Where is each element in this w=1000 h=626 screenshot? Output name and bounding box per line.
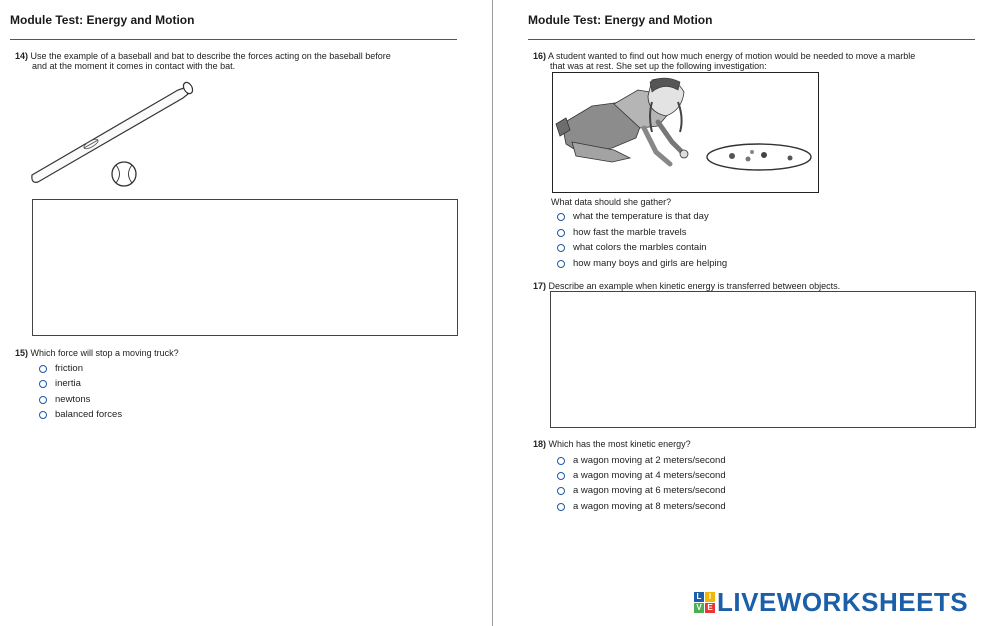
- logo-letter-l: L: [694, 592, 704, 602]
- option-label: a wagon moving at 4 meters/second: [573, 470, 726, 481]
- baseball-bat-illustration: [28, 78, 198, 190]
- radio-icon[interactable]: [557, 472, 565, 480]
- option-label: balanced forces: [55, 409, 123, 420]
- option-label: how fast the marble travels: [573, 227, 687, 238]
- question-18-option-3[interactable]: [557, 485, 726, 497]
- logo-letter-i: I: [705, 592, 715, 602]
- option-label: inertia: [55, 378, 81, 389]
- question-14-line2: and at the moment it comes in contact with the bat.: [32, 61, 236, 71]
- question-17-text: [533, 281, 840, 291]
- question-15-option-4[interactable]: [39, 409, 122, 421]
- left-page-title: Module Test: Energy and Motion: [10, 13, 195, 27]
- option-label: a wagon moving at 8 meters/second: [573, 501, 726, 512]
- question-18-option-1[interactable]: [557, 455, 726, 467]
- question-16-option-1[interactable]: [557, 211, 709, 223]
- right-title-rule: [528, 39, 975, 40]
- option-label: what colors the marbles contain: [573, 242, 707, 253]
- radio-icon[interactable]: [557, 244, 565, 252]
- question-15-option-3[interactable]: [39, 394, 90, 406]
- question-18-prompt: Which has the most kinetic energy?: [548, 439, 691, 449]
- left-title-rule: [10, 39, 457, 40]
- logo-blocks-icon: [694, 592, 715, 613]
- question-15-option-2[interactable]: [39, 378, 81, 390]
- radio-icon[interactable]: [39, 380, 47, 388]
- option-label: friction: [55, 363, 83, 374]
- question-18-number: 18): [533, 439, 547, 449]
- radio-icon[interactable]: [39, 411, 47, 419]
- liveworksheets-logo[interactable]: [694, 589, 968, 615]
- question-16-option-2[interactable]: [557, 227, 687, 239]
- question-15-number: 15): [15, 348, 29, 358]
- option-label: a wagon moving at 6 meters/second: [573, 485, 726, 496]
- question-14-number: 14): [15, 51, 29, 61]
- question-17-prompt: Describe an example when kinetic energy is transferred between objects.: [548, 281, 841, 291]
- question-14-answer-box[interactable]: [32, 199, 458, 336]
- question-14-line1: Use the example of a baseball and bat to describe the forces acting on the baseball before: [30, 51, 391, 61]
- question-15-text: [15, 348, 179, 358]
- question-18-text: [533, 439, 691, 449]
- option-label: a wagon moving at 2 meters/second: [573, 455, 726, 466]
- logo-text: LIVEWORKSHEETS: [717, 587, 969, 617]
- bat-icon: [32, 81, 195, 183]
- radio-icon[interactable]: [557, 213, 565, 221]
- option-label: what the temperature is that day: [573, 211, 709, 222]
- page-divider: [492, 0, 493, 626]
- question-18-option-2[interactable]: [557, 470, 726, 482]
- question-16-line2: that was at rest. She set up the following investigation:: [550, 61, 767, 71]
- question-16-text: [533, 51, 915, 71]
- question-16-number: 16): [533, 51, 547, 61]
- question-17-answer-box[interactable]: [550, 291, 976, 428]
- radio-icon[interactable]: [557, 503, 565, 511]
- option-label: how many boys and girls are helping: [573, 258, 728, 269]
- right-page-title: Module Test: Energy and Motion: [528, 13, 713, 27]
- question-15-option-1[interactable]: [39, 363, 83, 375]
- logo-letter-v: V: [694, 603, 704, 613]
- question-16-option-4[interactable]: [557, 258, 727, 270]
- radio-icon[interactable]: [39, 396, 47, 404]
- question-17-number: 17): [533, 281, 547, 291]
- question-16-prompt: What data should she gather?: [551, 197, 672, 207]
- radio-icon[interactable]: [557, 457, 565, 465]
- radio-icon[interactable]: [557, 260, 565, 268]
- question-16-line1: A student wanted to find out how much energy of motion would be needed to move a marble: [548, 51, 916, 61]
- question-16-option-3[interactable]: [557, 242, 707, 254]
- radio-icon[interactable]: [557, 229, 565, 237]
- radio-icon[interactable]: [557, 487, 565, 495]
- option-label: newtons: [55, 394, 91, 405]
- question-15-prompt: Which force will stop a moving truck?: [30, 348, 179, 358]
- logo-letter-e: E: [705, 603, 715, 613]
- girl-marbles-illustration: [552, 72, 819, 193]
- radio-icon[interactable]: [39, 365, 47, 373]
- question-14-text: [15, 51, 391, 71]
- baseball-icon: [112, 162, 136, 186]
- question-18-option-4[interactable]: [557, 501, 726, 513]
